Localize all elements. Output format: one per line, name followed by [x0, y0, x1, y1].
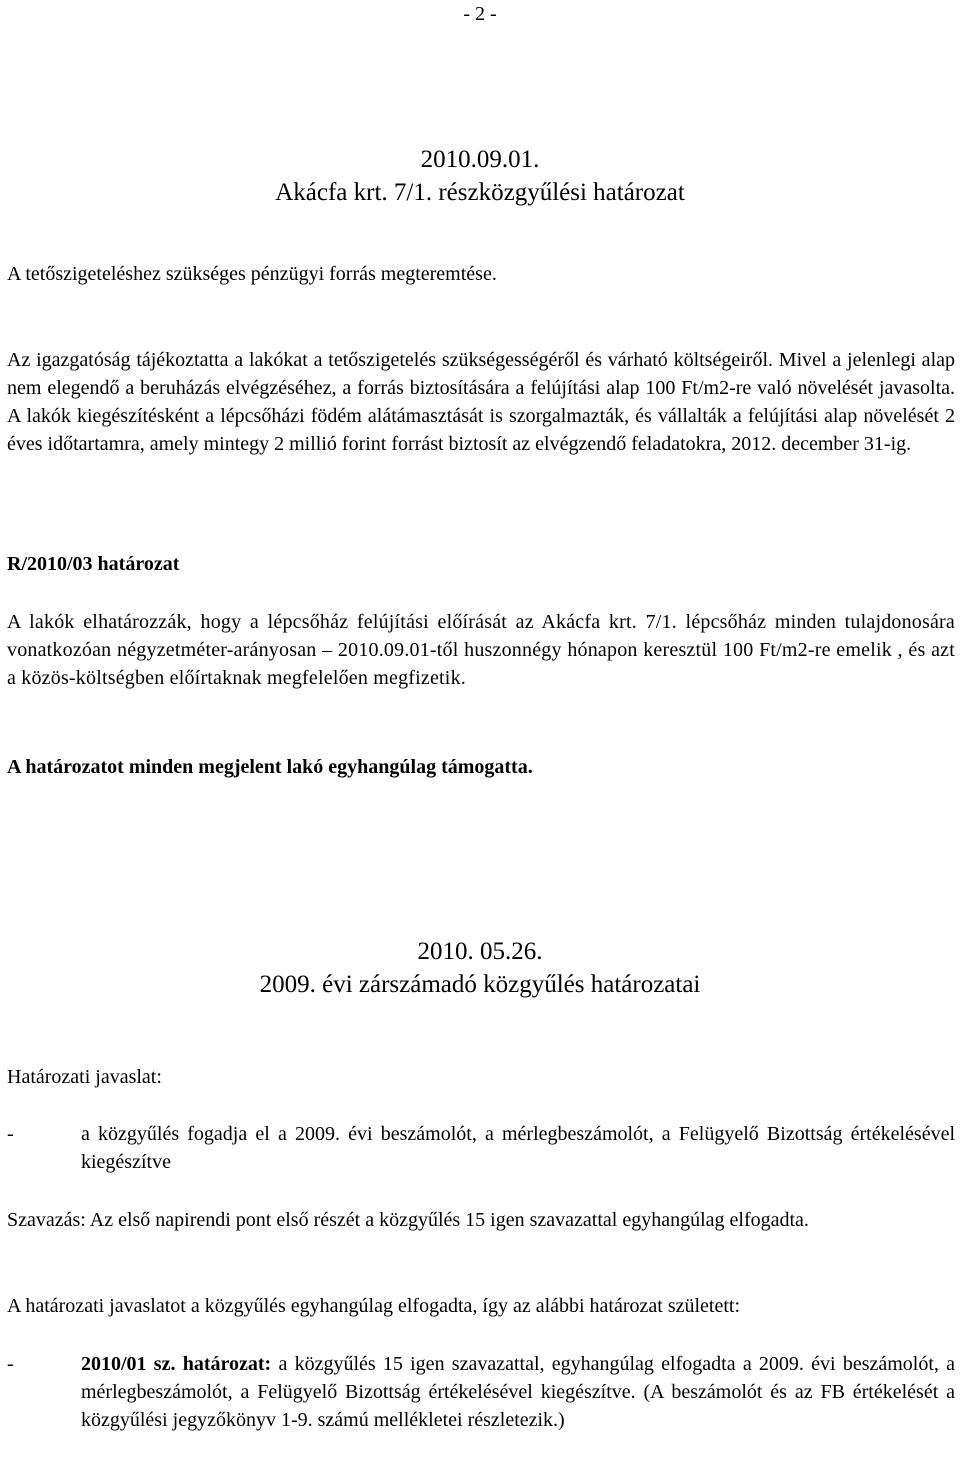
section2-date: 2010. 05.26. [417, 938, 543, 965]
section1-paragraph: Az igazgatóság tájékoztatta a lakókat a tetőszigetelés szükségességéről és várható költségeiről. Mivel a jelenlegi alap nem elegendő a beruházás elvégzéséhez, a forrás biztosítására a felújítási alap 100 Ft/m2-re való növelését javasolta. A lakók kiegészítésként a lépcsőházi födém alátámasztását is szorgalmazták, és vállalták a felújítási alap növelését 2 éves időtartamra, amely mintegy 2 millió forint forrást biztosít az elvégzendő feladatokra, 2012. december 31-ig. [7, 349, 955, 455]
support-statement: A határozatot minden megjelent lakó egyhangúlag támogatta. [7, 756, 533, 778]
section2-title: 2009. évi zárszámadó közgyűlés határozatai [259, 971, 701, 998]
proposal-label: Határozati javaslat: [7, 1066, 162, 1088]
decision-item-text [81, 1350, 955, 1434]
resolution-text: A lakók elhatározzák, hogy a lépcsőház felújítási előírását az Akácfa krt. 7/1. lépcsőház minden tulajdonosára vonatkozóan négyzetméter-arányosan – 2010.09.01-től huszonnégy hónapon keresztül 100 Ft/m2-re emelik , és azt a közös-költségben előírtaknak megfelelően megfizetik. [7, 611, 955, 689]
section1-date: 2010.09.01. [420, 146, 540, 173]
decision-text: a közgyűlés 15 igen szavazattal, egyhangúlag elfogadta a 2009. évi beszámolót, a mérlegbeszámolót, a Felügyelő Bizottság értékelésével kiegészítve. (A beszámolót és az FB értékelését a közgyűlési jegyzőkönyv 1-9. számú mellékletei részletezik.) [81, 1353, 956, 1431]
decision-label: határozat: [182, 1353, 272, 1375]
page-number: - 2 - [463, 3, 497, 25]
resolution-heading: R/2010/03 határozat [7, 553, 180, 575]
proposal-item-text: a közgyűlés fogadja el a 2009. évi beszámolót, a mérlegbeszámolót, a Felügyelő Bizottság értékelésével kiegészítve [81, 1123, 955, 1173]
vote-text: Szavazás: Az első napirendi pont első részét a közgyűlés 15 igen szavazattal egyhangúlag elfogadta. [7, 1209, 809, 1231]
accepted-text: A határozati javaslatot a közgyűlés egyhangúlag elfogadta, így az alábbi határozat született: [7, 1295, 741, 1317]
list-dash: - [7, 1123, 14, 1145]
list-dash: - [7, 1353, 14, 1375]
decision-number: 2010/01 sz. [81, 1353, 176, 1375]
section1-subject: A tetőszigeteléshez szükséges pénzügyi forrás megteremtése. [7, 263, 497, 285]
section1-title: Akácfa krt. 7/1. részközgyűlési határozat [275, 179, 685, 206]
